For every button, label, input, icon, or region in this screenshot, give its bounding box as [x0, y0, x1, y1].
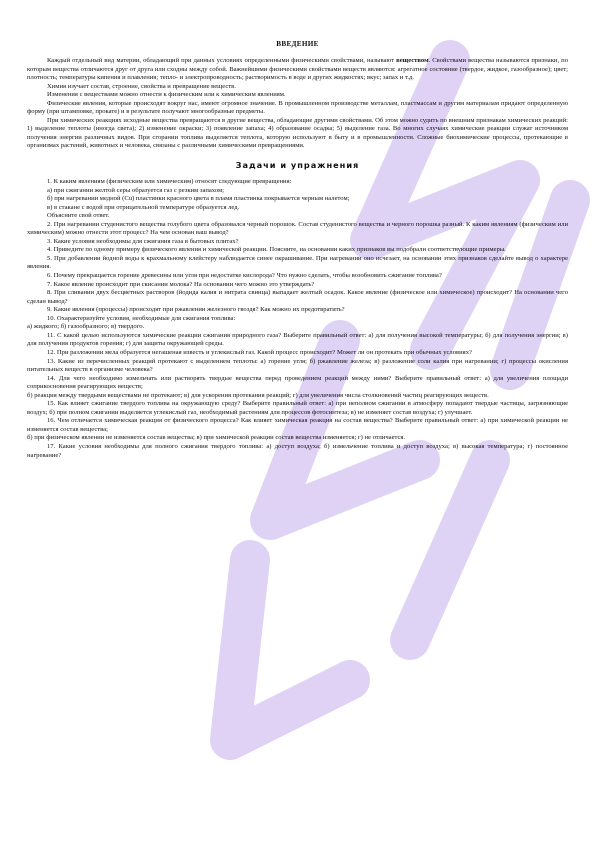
intro-paragraph: Изменения с веществами можно отнести к физическим или к химическим явлениям.: [47, 91, 286, 99]
task-item: 14. Для чего необходимо измельчать или растворять твердые вещества перед проведением реакций между ними? Выберите правильный ответ: а) для увеличения площади соприкосновения реагирующих веществ;: [27, 374, 568, 391]
task-item: 1. К каким явлениям (физическим или химическим) относят следующие превращения:: [47, 178, 292, 186]
task-item: в) в стакане с водой при отрицательной температуре образуется лед.: [47, 203, 240, 211]
term-bold: веществом: [396, 57, 429, 64]
intro-text-after: . Свойствами вещества называются признаки, по которым вещества отличаются друг от друга или сходны между собой. Важнейшими физическими свойствами веществ являются: агрегатное состояние (твердое, жидкое, газообразное); цвет; плотность; температуры кипения и плавления; тепло- и электропроводность; растворимость в воде и других жидкостях; вкус; запах и т.д.: [27, 57, 568, 82]
task-item: б) при нагревании медной (Cu) пластинки красного цвета в пламя пластинка покрывается черным налетом;: [47, 195, 350, 203]
task-item: 15. Как влияет сжигание твердого топлива на окружающую среду? Выберите правильный ответ: а) при неполном сжигании в атмосферу попадают твердые частицы, загрязняющие воздух; б) при полном сжигании выделяется углекислый газ, необходимый растениям для процессов фотосинтеза; в) не изменяет состав воздуха; г) улучшает.: [27, 400, 568, 416]
task-item: б) реакция между твердыми веществами не протекают; в) для ускорения протекания реакций; г) для увеличения числа столкновений частиц реагирующих веществ.: [27, 391, 489, 399]
tasks-list: [27, 178, 568, 460]
task-item: 8. При сливании двух бесцветных растворов (йодида калия и нитрата свинца) выпадает желтый осадок. Какое явление (физическое или химическое) происходит? На основании чего сделан вывод?: [27, 289, 568, 305]
task-item: 13. Какие из перечисленных реакций протекают с выделением теплоты: а) горение угля; б) ржавление железа; в) разложение соли калия при нагревании; г) процессы окисления питательных веществ в организме человека?: [27, 357, 568, 374]
task-item: а) жидкого; б) газообразного; в) твердого.: [27, 323, 145, 331]
task-item: 5. При добавлении йодной воды к крахмальному клейстеру наблюдается синее окрашивание. При нагревании оно исчезает, на основании этих признаков сделайте вывод о характере явления.: [27, 254, 568, 271]
task-item: 16. Чем отличается химическая реакция от физического процесса? Как влияет химическая реакция на состав вещества? Выберите правильный ответ: а) при химической реакции не изменяется состав вещества;: [27, 417, 568, 433]
intro-paragraph: Химия изучает состав, строение, свойства и превращение веществ.: [47, 82, 236, 90]
intro-paragraph: [27, 57, 568, 83]
intro-paragraph: При химических реакциях исходные вещества превращаются в другие вещества, обладающие другими свойствами. Об этом можно судить по внешним признакам химических реакций: 1) выделение теплоты (иногда света); 2) изменение окраски; 3) появление запаха; 4) образование осадка; 5) выделение газа. Во многих случаях химические реакции служат источником получения энергии различных видов. При сгорании топлива выделяется теплота, которую используют в быту и в промышленности. Сложные биохимические процессы, протекающие в организмах растений, животных и человека, связаны с различными химическими превращениями.: [27, 116, 568, 150]
section-title: Задачи и упражнения: [235, 160, 360, 171]
task-item: 4. Приведите по одному примеру физического явления и химической реакции. Поясните, на основании каких признаков вы подобрали соответствующие примеры.: [47, 246, 506, 254]
task-item: 9. Какие явления (процессы) происходят при ржавлении железного гвоздя? Как можно их предотвратить?: [47, 306, 345, 314]
task-item: 2. При нагревании студенистого вещества голубого цвета образовался черный порошок. Состав студенистого вещества и черного порошка разный. К каким явлениям (физическим или химическим) можно отнести этот процесс? На чем основан ваш вывод?: [27, 220, 568, 237]
task-item: б) при физическом явлении не изменяется состав вещества; в) при химической реакции состав вещества изменяется; г) не отличается.: [27, 434, 406, 442]
intro-text-before: Каждый отдельный вид материи, обладающий при данных условиях определенными физическими свойствами, называют: [47, 57, 397, 64]
document-page: [27, 40, 568, 460]
task-item: 6. Почему прекращается горение древесины или угля при недостатке кислорода? Что нужно сделать, чтобы возобновить сжигание топлива?: [47, 272, 442, 280]
task-item: а) при сжигании желтой серы образуется газ с резким запахом;: [47, 186, 225, 194]
task-item: 11. С какой целью используются химические реакции сжигания природного газа? Выберите правильный ответ: а) для получения высокой температуры; б) для получения энергии; в) для получения продуктов горения; г) для защиты окружающей среды.: [27, 331, 568, 348]
task-item: 7. Какое явление происходит при скисании молока? На основании чего можно это утверждать?: [47, 280, 315, 288]
intro-section: [27, 57, 568, 151]
task-item: 10. Охарактеризуйте условия, необходимые для сжигания топлива:: [47, 314, 236, 322]
page-title: ВВЕДЕНИЕ: [276, 40, 319, 48]
task-item: 3. Какие условия необходимы для сжигания газа в бытовых плитах?: [47, 237, 239, 245]
task-item: 12. При разложении мела образуется негашеная известь и углекислый газ. Какой процесс происходит? Может ли он протекать при обычных условиях?: [47, 348, 472, 356]
task-item: 17. Какие условия необходимы для полного сжигания твердого топлива: а) доступ воздуха; б) измельчение топлива и доступ воздуха; в) высокая температура; г) постоянное нагревание?: [27, 442, 568, 459]
intro-paragraph: Физические явления, которые происходят вокруг нас, имеют огромное значение. В промышленном производстве металлам, пластмассам и другим материалам придают определенную форму (при штамповке, прокате) и в результате получают многообразные предметы.: [27, 99, 568, 116]
task-item: Объясните свой ответ.: [47, 212, 110, 220]
